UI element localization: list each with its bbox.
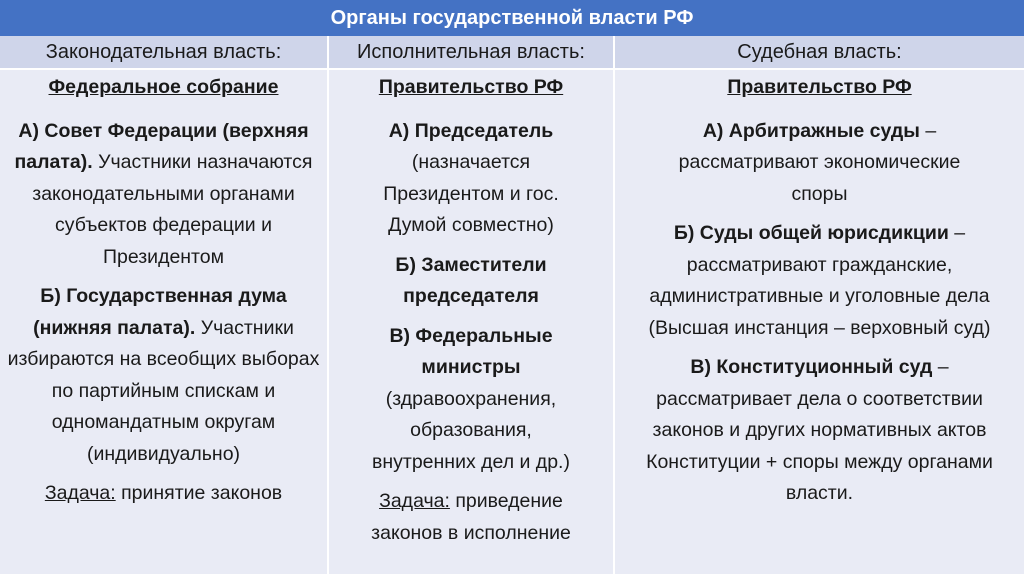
judicial-item-a-title: А) Арбитражные суды <box>702 119 920 142</box>
judicial-item-c-title: В) Конституционный суд <box>690 356 933 378</box>
legislative-task-text: принятие законов <box>115 482 283 504</box>
judicial-item-b-title: Б) Суды общей юрисдикции <box>673 222 949 244</box>
judicial-item-c <box>615 352 1024 510</box>
column-judicial <box>615 70 1024 574</box>
executive-task-text: приведение законов в исполнение <box>371 490 571 544</box>
executive-item-c <box>329 321 613 479</box>
judicial-item-b <box>615 218 1024 344</box>
legislative-item-b-title: Б) Государственная дума (нижняя палата). <box>33 285 287 339</box>
executive-task-label: Задача: <box>379 490 450 512</box>
column-legislative <box>0 70 329 574</box>
judicial-item-c-text: – рассматривает дела о соответствии законов и других нормативных актов Конституции + споры между органами власти. <box>646 356 993 504</box>
header-row <box>0 36 1024 70</box>
legislative-task-label: Задача: <box>44 482 116 504</box>
legislative-item-a-title: А) Совет Федерации (верхняя палата). <box>14 119 309 173</box>
executive-item-a <box>329 116 613 242</box>
legislative-item-a-text: Участники назначаются законодательными органами субъектов федерации и Президентом <box>32 151 313 268</box>
judicial-item-a <box>615 116 1024 211</box>
judicial-item-a-text: – рассматривают экономические споры <box>678 119 961 205</box>
header-legislative: Законодательная власть: <box>0 36 329 68</box>
executive-item-a-text: (назначается Президентом и гос. Думой совместно) <box>383 151 559 236</box>
executive-item-c-title: В) Федеральные министры <box>389 324 553 378</box>
legislative-item-b <box>0 281 327 470</box>
table-title: Органы государственной власти РФ <box>0 0 1024 36</box>
executive-item-a-title: А) Председатель <box>388 119 554 142</box>
executive-item-c-text: (здравоохранения, образования, внутренних дел и др.) <box>372 387 570 473</box>
column-executive <box>329 70 615 574</box>
executive-task <box>329 486 613 549</box>
executive-item-b <box>329 250 613 313</box>
header-executive: Исполнительная власть: <box>329 36 615 68</box>
body-row <box>0 70 1024 574</box>
legislative-task <box>0 478 327 510</box>
header-judicial: Судебная власть: <box>737 40 902 63</box>
executive-item-b-title: Б) Заместители председателя <box>395 253 547 307</box>
legislative-item-a <box>0 116 327 274</box>
legislative-item-b-text: Участники избираются на всеобщих выборах по партийным спискам и одномандатным округам (индивидуально) <box>7 316 320 465</box>
judicial-item-b-text: – рассматривают гражданские, административные и уголовные дела (Высшая инстанция – верховный суд) <box>648 222 991 339</box>
legislative-org: Федеральное собрание <box>48 76 279 98</box>
judicial-org: Правительство РФ <box>727 76 912 98</box>
executive-org: Правительство РФ <box>378 76 564 98</box>
